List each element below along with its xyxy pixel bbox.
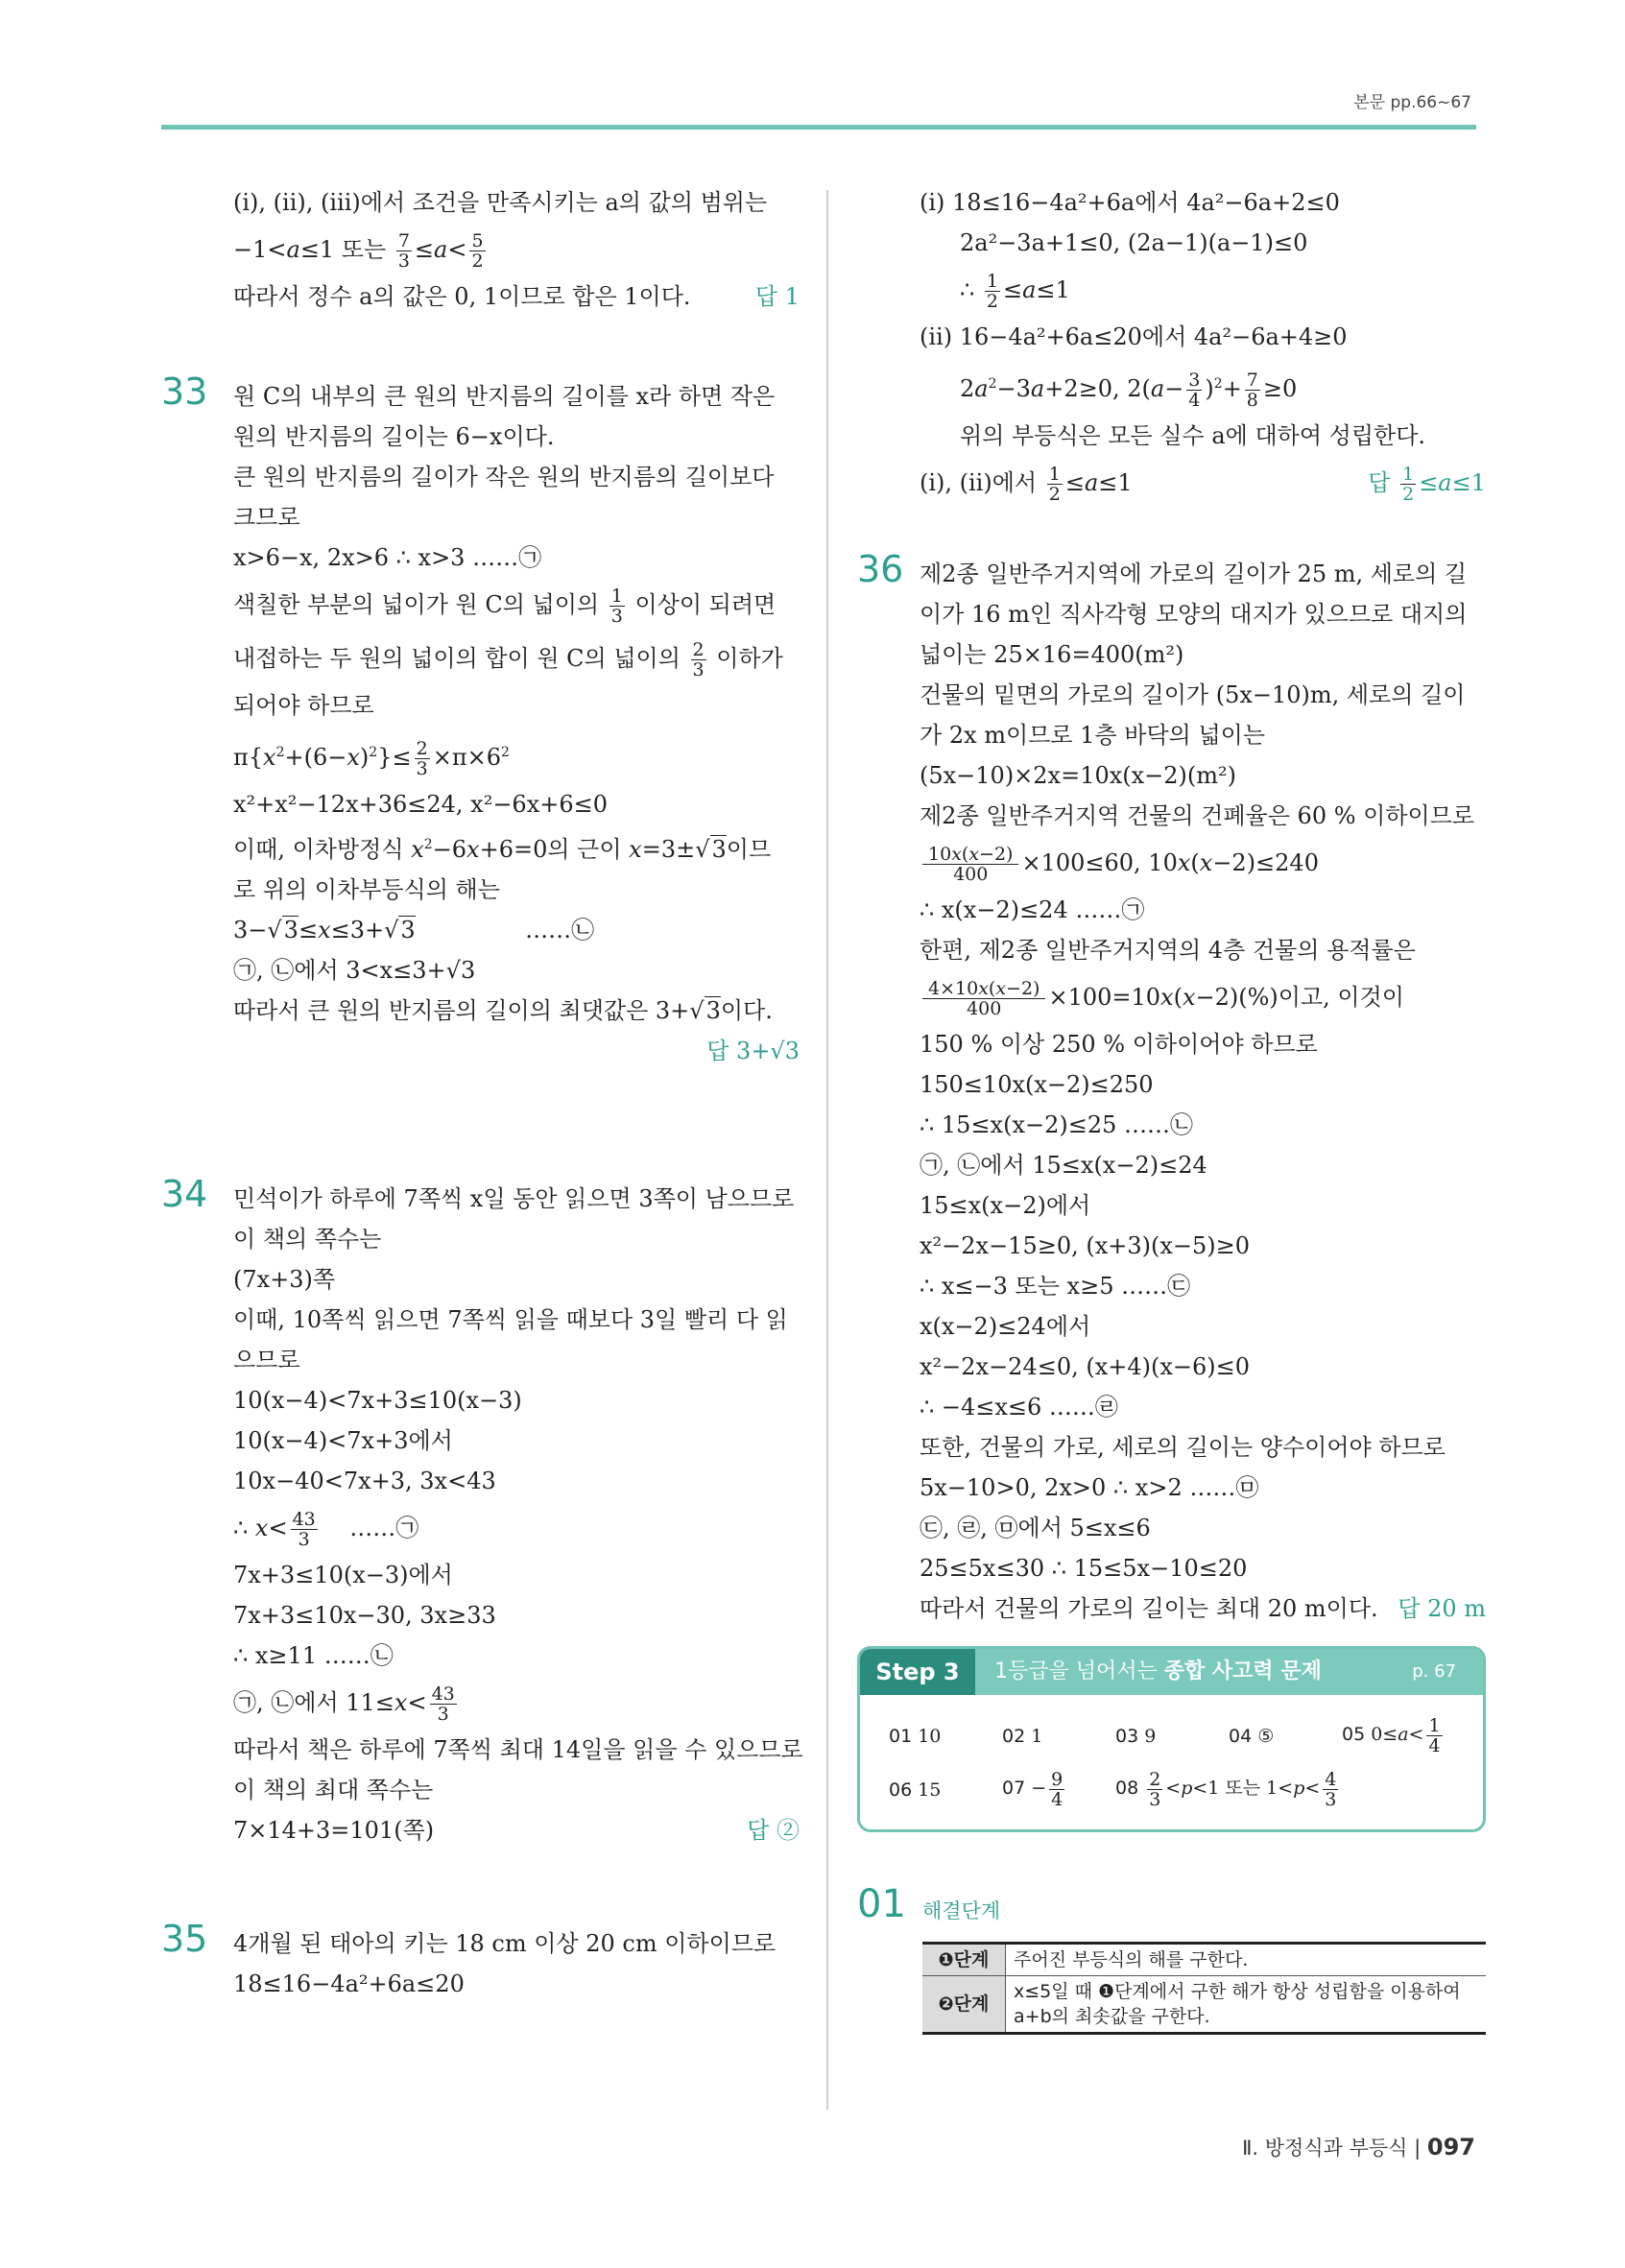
text-line: 으므로: [233, 1347, 300, 1373]
text-line: 색칠한 부분의 넓이가 원 C의 넓이의 $\frac{1}{3}$ 이상이 되려면: [233, 585, 777, 627]
step-text: 주어진 부등식의 해를 구한다.: [1006, 1944, 1487, 1976]
step3-page-ref: p. 67: [1412, 1661, 1456, 1682]
math-line: (ⅱ) 16−4a²+6a≤20에서 4a²−6a+4≥0: [920, 323, 1348, 350]
math-line: ㉢, ㉣, ㉤에서 5≤x≤6: [920, 1515, 1151, 1541]
math-line: 3−√3≤x≤3+√3 ……㉡: [233, 917, 595, 943]
math-line: (ⅰ), (ⅱ)에서 $\frac{1}{2}$ ≤a≤1 답 $\frac{1}{2}$ ≤a≤1: [920, 456, 1486, 510]
text-line: 한편, 제2종 일반주거지역의 4층 건물의 용적률은: [920, 937, 1416, 964]
text-line: 위의 부등식은 모든 실수 a에 대하여 성립한다.: [960, 422, 1426, 449]
answer-item: 07 − $\frac{9}{4}$: [1002, 1768, 1063, 1810]
math-line: 7x+3≤10x−30, 3x≥33: [233, 1602, 496, 1629]
solution-01: [857, 1882, 1486, 2035]
column-divider: [826, 190, 828, 2110]
page-footer: [1242, 2133, 1475, 2161]
math-line: 10x−40<7x+3, 3x<43: [233, 1468, 496, 1494]
text-line: 가 2x m이므로 1층 바닥의 넓이는: [920, 722, 1265, 749]
step3-answer-box: [857, 1646, 1486, 1832]
math-line: ∴ x≥11 ……㉡: [233, 1642, 394, 1669]
text-line: 이가 16 m인 직사각형 모양의 대지가 있으므로 대지의: [920, 601, 1468, 628]
math-line: −1<a≤1 또는 $\frac{7}{3}$ ≤a< $\frac{5}{2}$: [233, 230, 484, 272]
text-line: 큰 원의 반지름의 길이가 작은 원의 반지름의 길이보다: [233, 464, 775, 490]
solution-steps-table: [922, 1942, 1486, 2035]
math-line: x²−2x−24≤0, (x+4)(x−6)≤0: [920, 1353, 1251, 1380]
answer-row: [889, 1762, 1466, 1816]
problem-number: 33: [161, 370, 208, 413]
solution-steps-label: 해결단계: [922, 1899, 1001, 1922]
text-line: 원 C의 내부의 큰 원의 반지름의 길이를 x라 하면 작은: [233, 383, 776, 410]
math-line: x²+x²−12x+36≤24, x²−6x+6≤0: [233, 791, 608, 818]
answer-row: [889, 1708, 1466, 1762]
text-line: 민석이가 하루에 7쪽씩 x일 동안 읽으면 3쪽이 남으므로: [233, 1185, 795, 1212]
math-line: 2a²−3a+1≤0, (2a−1)(a−1)≤0: [960, 229, 1308, 256]
math-line: 150≤10x(x−2)≤250: [920, 1071, 1154, 1098]
math-line: x²−2x−15≥0, (x+3)(x−5)≥0: [920, 1232, 1251, 1259]
answer-item: 04 ⑤: [1229, 1726, 1275, 1747]
math-line: 15≤x(x−2)에서: [920, 1192, 1091, 1219]
math-line: 이때, 이차방정식 $x^2-6x+6=0$의 근이 x=3±√3이므: [233, 836, 772, 863]
text-line: (ⅰ), (ⅱ), (ⅲ)에서 조건을 만족시키는 a의 값의 범위는: [233, 189, 768, 216]
text-line: 따라서 건물의 가로의 길이는 최대 20 m이다. 답 20 m: [920, 1588, 1486, 1629]
math-line: (ⅰ) 18≤16−4a²+6a에서 4a²−6a+2≤0: [920, 189, 1340, 216]
answer-item: 06 15: [889, 1779, 942, 1801]
problem-number: 34: [161, 1173, 208, 1215]
step-label: ❷단계: [922, 1976, 1006, 2034]
math-line: ㉠, ㉡에서 11≤x< $\frac{43}{3}$: [233, 1683, 455, 1725]
header-rule: [161, 125, 1476, 130]
footer-separator: |: [1414, 2137, 1422, 2160]
math-line: x>6−x, 2x>6 ∴ x>3 ……㉠: [233, 544, 542, 571]
answer: 답 20 m: [1398, 1595, 1486, 1622]
math-line: $\frac{4\times 10x(x-2)}{400}$ ×100=10x(x−2)(%)이고, 이것이: [920, 970, 1486, 1024]
footer-section: Ⅱ. 방정식과 부등식: [1242, 2137, 1408, 2160]
math-line: 7×14+3=101(쪽) 답 ②: [233, 1810, 800, 1850]
table-row: [922, 1976, 1486, 2034]
problem-35-continued: [857, 182, 1486, 510]
problem-32-continued: [161, 182, 800, 317]
math-line: $\frac{10x(x-2)}{400}$ ×100≤60, 10x(x−2)≤240: [920, 836, 1486, 890]
answer-item: 01 10: [889, 1726, 942, 1747]
problem-number: 35: [161, 1918, 208, 1960]
text-line: 건물의 밑면의 가로의 길이가 (5x−10)m, 세로의 길이: [920, 681, 1466, 708]
problem-number: 36: [857, 548, 904, 590]
math-line: ∴ −4≤x≤6 ……㉣: [920, 1394, 1118, 1420]
math-line: $\pi\{x^2+(6-x)^2\}\le$ $\frac{2}{3}$ $\times\pi\times 6^2$: [233, 738, 510, 779]
problem-35: [161, 1918, 800, 2004]
math-line: ∴ x≤−3 또는 x≥5 ……㉢: [920, 1273, 1191, 1300]
math-line: 10(x−4)<7x+3≤10(x−3): [233, 1387, 522, 1414]
text-line: 넓이는 25×16=400(m²): [920, 641, 1184, 668]
table-row: [922, 1944, 1486, 1976]
text-line: 150 % 이상 250 % 이하이어야 하므로: [920, 1031, 1318, 1058]
text-line: 이 책의 최대 쪽수는: [233, 1777, 434, 1803]
page-number: 097: [1426, 2134, 1475, 2161]
math-line: ∴ $\frac{1}{2}$ ≤a≤1: [960, 271, 1070, 312]
text-line: 따라서 책은 하루에 7쪽씩 최대 14일을 읽을 수 있으므로: [233, 1736, 803, 1763]
math-line: 7x+3≤10(x−3)에서: [233, 1562, 453, 1588]
answer-grid: [860, 1695, 1483, 1829]
math-line: 18≤16−4a²+6a≤20: [233, 1970, 465, 1997]
step-label: ❶단계: [922, 1944, 1006, 1976]
text-line: 이 책의 쪽수는: [233, 1226, 382, 1253]
right-column: [857, 182, 1486, 2035]
answer-item: 02 1: [1002, 1726, 1043, 1747]
math-line: $2a^2-3a+2\ge 0$, 2(a− $\frac{3}{4}$ )$^2$+ $\frac{7}{8}$ ≥0: [960, 370, 1298, 411]
problem-33: [161, 370, 800, 1071]
text-line: 원의 반지름의 길이는 6−x이다.: [233, 423, 555, 450]
text-line: 제2종 일반주거지역에 가로의 길이가 25 m, 세로의 길: [920, 561, 1468, 587]
math-line: 5x−10>0, 2x>0 ∴ x>2 ……㉤: [920, 1474, 1259, 1501]
text-line: 또한, 건물의 가로, 세로의 길이는 양수이어야 하므로: [920, 1434, 1446, 1461]
math-line: ㉠, ㉡에서 3<x≤3+√3: [233, 957, 476, 984]
text-line: 이때, 10쪽씩 읽으면 7쪽씩 읽을 때보다 3일 빨리 다 읽: [233, 1306, 788, 1333]
math-line: x(x−2)≤24에서: [920, 1313, 1091, 1340]
answer: 답 1: [754, 283, 800, 310]
answer-item: 08 $\frac{2}{3}$ <p<1 또는 1<p< $\frac{4}{3}$: [1115, 1768, 1337, 1810]
math-line: (5x−10)×2x=10x(x−2)(m²): [920, 762, 1237, 789]
step3-header: [860, 1649, 1483, 1695]
math-line: (7x+3)쪽: [233, 1266, 336, 1293]
text-line: 크므로: [233, 504, 300, 531]
text-line: 되어야 하므로: [233, 692, 374, 719]
math-line: ∴ x(x−2)≤24 ……㉠: [920, 896, 1145, 923]
left-column: [161, 182, 803, 2004]
text-line: 제2종 일반주거지역 건물의 건폐율은 60 % 이하이므로: [920, 802, 1475, 829]
answer: 답 $\frac{1}{2}$ ≤a≤1: [1368, 464, 1486, 505]
step-text: x≤5일 때 ❶단계에서 구한 해가 항상 성립함을 이용하여 a+b의 최솟값을 구한다.: [1006, 1976, 1487, 2034]
problem-36: [857, 548, 1486, 1629]
math-line: ㉠, ㉡에서 15≤x(x−2)≤24: [920, 1152, 1207, 1179]
step3-label: Step 3: [860, 1649, 975, 1695]
math-line: ∴ 15≤x(x−2)≤25 ……㉡: [920, 1111, 1193, 1138]
text-line: 4개월 된 태아의 키는 18 cm 이상 20 cm 이하이므로: [233, 1930, 777, 1957]
answer: 답 ②: [747, 1817, 800, 1844]
step3-description: 1등급을 넘어서는 종합 사고력 문제: [994, 1659, 1322, 1683]
text-line: 내접하는 두 원의 넓이의 합이 원 C의 넓이의 $\frac{2}{3}$ 이하가: [233, 639, 783, 680]
problem-number: 01: [857, 1882, 906, 1926]
text-line: 따라서 큰 원의 반지름의 길이의 최댓값은 3+√3이다.: [233, 997, 773, 1024]
problem-34: [161, 1173, 803, 1850]
text-line: 로 위의 이차부등식의 해는: [233, 876, 500, 903]
math-line: 10(x−4)<7x+3에서: [233, 1427, 453, 1454]
math-line: 25≤5x≤30 ∴ 15≤5x−10≤20: [920, 1555, 1248, 1582]
answer: 답 3+√3: [706, 1038, 800, 1064]
answer-item: 05 0≤a< $\frac{1}{4}$: [1342, 1714, 1441, 1756]
page-reference: 본문 pp.66~67: [1353, 93, 1471, 112]
text-line: 따라서 정수 a의 값은 0, 1이므로 합은 1이다. 답 1: [233, 276, 800, 317]
math-line: ∴ x< $\frac{43}{3}$ ……㉠: [233, 1509, 419, 1550]
answer-item: 03 9: [1115, 1726, 1157, 1747]
